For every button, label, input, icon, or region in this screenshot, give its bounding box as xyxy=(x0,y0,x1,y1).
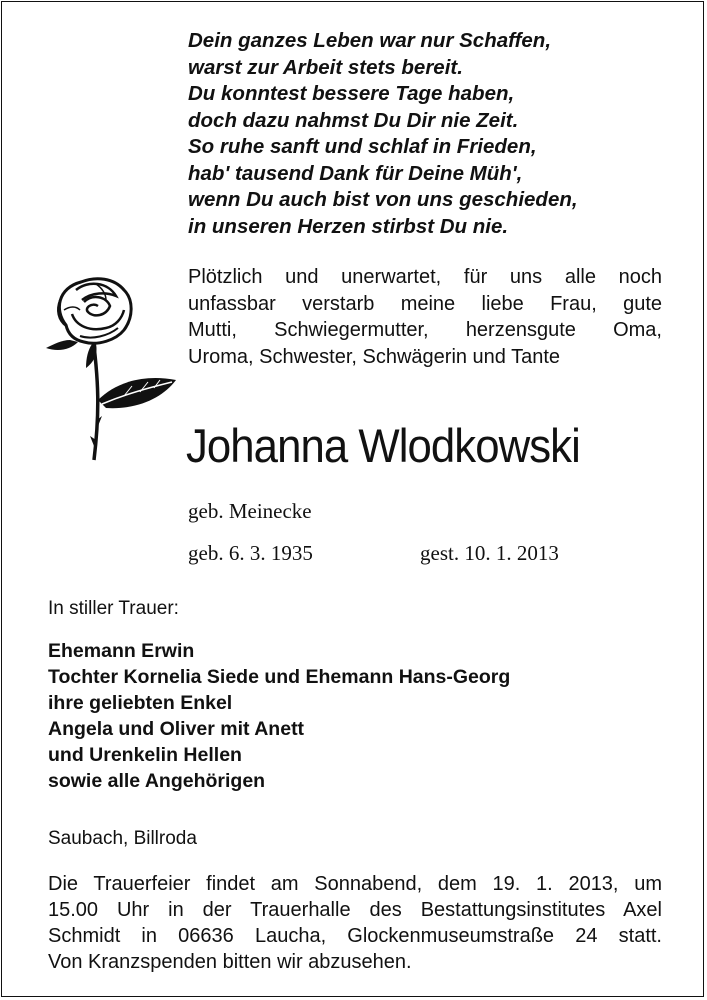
rose-icon xyxy=(36,270,186,470)
memorial-poem xyxy=(188,28,578,240)
family-line: sowie alle Angehörigen xyxy=(48,770,266,792)
maiden-name: geb. Meinecke xyxy=(188,499,312,523)
poem-line: wenn Du auch bist von uns geschieden, xyxy=(188,188,578,211)
family-line: Angela und Oliver mit Anett xyxy=(48,718,305,740)
poem-line: doch dazu nahmst Du Dir nie Zeit. xyxy=(188,108,519,132)
intro-line: Mutti, Schwiegermutter, herzensgute Oma, xyxy=(188,319,662,341)
intro-line: unfassbar verstarb meine liebe Frau, gute xyxy=(188,292,662,315)
poem-line: Du konntest bessere Tage haben, xyxy=(188,82,515,105)
family-line: Tochter Kornelia Siede und Ehemann Hans-Georg xyxy=(48,666,511,688)
service-line: Schmidt in 06636 Laucha, Glockenmuseumstraße 24 statt. xyxy=(48,925,662,947)
poem-line: Dein ganzes Leben war nur Schaffen, xyxy=(188,29,552,52)
family-line: ihre geliebten Enkel xyxy=(48,692,233,714)
obituary-notice xyxy=(1,1,704,997)
death-date: gest. 10. 1. 2013 xyxy=(420,541,559,565)
deceased-name: Johanna Wlodkowski xyxy=(186,419,580,472)
place-line: Saubach, Billroda xyxy=(48,828,197,849)
service-line: 15.00 Uhr in der Trauerhalle des Bestattungsinstitutes Axel xyxy=(48,899,662,921)
family-list xyxy=(48,638,510,794)
poem-line: So ruhe sanft und schlaf in Frieden, xyxy=(188,135,537,158)
intro-line: Plötzlich und unerwartet, für uns alle noch xyxy=(188,266,662,288)
poem-line: warst zur Arbeit stets bereit. xyxy=(188,55,463,79)
service-info xyxy=(48,871,662,975)
mourning-label: In stiller Trauer: xyxy=(48,598,179,619)
service-line: Die Trauerfeier findet am Sonnabend, dem 19. 1. 2013, um xyxy=(48,873,662,895)
family-line: Ehemann Erwin xyxy=(48,640,195,662)
intro-text xyxy=(188,264,662,370)
poem-line: in unseren Herzen stirbst Du nie. xyxy=(188,214,509,238)
service-line: Von Kranzspenden bitten wir abzusehen. xyxy=(48,951,412,973)
intro-line: Uroma, Schwester, Schwägerin und Tante xyxy=(188,345,561,368)
birth-date: geb. 6. 3. 1935 xyxy=(188,541,313,565)
family-line: und Urenkelin Hellen xyxy=(48,744,242,766)
poem-line: hab' tausend Dank für Deine Müh', xyxy=(188,161,523,185)
